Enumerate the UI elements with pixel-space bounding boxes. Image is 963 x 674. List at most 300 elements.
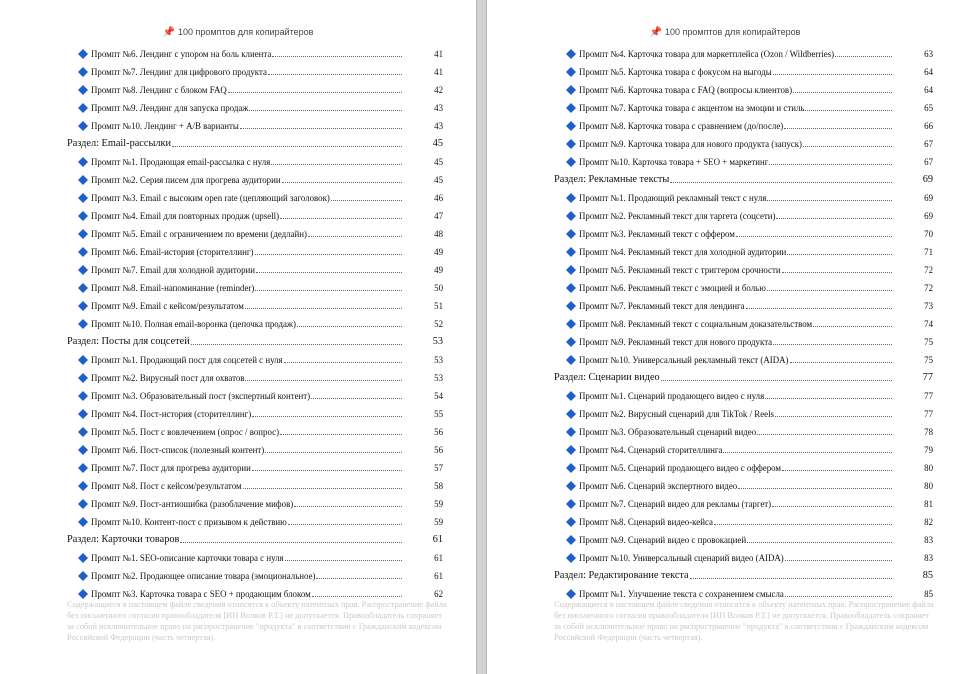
toc-entry-title: Промпт №9. Рекламный текст для нового продукта bbox=[579, 337, 773, 347]
diamond-bullet-icon bbox=[566, 265, 576, 275]
diamond-bullet-icon bbox=[566, 481, 576, 491]
toc-entry-title: Раздел: Email-рассылки bbox=[67, 138, 172, 149]
toc-page-number: 55 bbox=[434, 409, 443, 419]
dot-leader bbox=[249, 110, 402, 111]
toc-entry-title: Промпт №8. Карточка товара с сравнением (до/после) bbox=[579, 121, 784, 131]
toc-page-number: 83 bbox=[924, 535, 933, 545]
toc-page-number: 71 bbox=[924, 247, 933, 257]
diamond-bullet-icon bbox=[78, 373, 88, 383]
dot-leader bbox=[191, 344, 402, 345]
toc-entry-title: Промпт №1. Продающий рекламный текст с нуля bbox=[579, 193, 767, 203]
toc-entry[interactable] bbox=[0, 513, 476, 531]
toc-entry[interactable] bbox=[487, 315, 963, 333]
toc-page-number: 45 bbox=[434, 175, 443, 185]
toc-entry-title: Промпт №6. Карточка товара с FAQ (вопросы клиентов) bbox=[579, 85, 793, 95]
toc-entry-title: Промпт №6. Лендинг с упором на боль клиента bbox=[91, 49, 272, 59]
toc-entry-title: Промпт №2. Вирусный пост для охватов bbox=[91, 373, 245, 383]
diamond-bullet-icon bbox=[566, 445, 576, 455]
diamond-bullet-icon bbox=[78, 283, 88, 293]
toc-entry-title: Промпт №3. Образовательный пост (экспертный контент) bbox=[91, 391, 311, 401]
toc-entry[interactable] bbox=[487, 495, 963, 513]
toc-entry[interactable] bbox=[487, 207, 963, 225]
diamond-bullet-icon bbox=[566, 229, 576, 239]
toc-page-number: 64 bbox=[924, 85, 933, 95]
toc-page-number: 83 bbox=[924, 553, 933, 563]
diamond-bullet-icon bbox=[78, 247, 88, 257]
toc-page-number: 49 bbox=[434, 247, 443, 257]
toc-entry-title: Раздел: Карточки товаров bbox=[67, 534, 180, 545]
dot-leader bbox=[784, 128, 892, 129]
toc-entry[interactable] bbox=[487, 513, 963, 531]
toc-page-number: 82 bbox=[924, 517, 933, 527]
diamond-bullet-icon bbox=[78, 589, 88, 599]
toc-page-number: 43 bbox=[434, 103, 443, 113]
toc-entry-title: Промпт №10. Лендинг + A/B варианты bbox=[91, 121, 239, 131]
toc-entry[interactable] bbox=[0, 261, 476, 279]
dot-leader bbox=[308, 236, 402, 237]
diamond-bullet-icon bbox=[78, 121, 88, 131]
diamond-bullet-icon bbox=[566, 355, 576, 365]
toc-entry[interactable] bbox=[487, 423, 963, 441]
diamond-bullet-icon bbox=[78, 265, 88, 275]
toc-page-number: 69 bbox=[924, 193, 933, 203]
diamond-bullet-icon bbox=[78, 229, 88, 239]
dot-leader bbox=[280, 434, 402, 435]
dot-leader bbox=[272, 56, 402, 57]
dot-leader bbox=[271, 164, 402, 165]
toc-entry[interactable] bbox=[0, 189, 476, 207]
toc-page-number: 52 bbox=[434, 319, 443, 329]
toc-entry[interactable] bbox=[487, 45, 963, 63]
toc-entry[interactable] bbox=[0, 63, 476, 81]
toc-section-heading[interactable] bbox=[487, 567, 963, 585]
toc-page-number: 57 bbox=[434, 463, 443, 473]
toc-entry[interactable] bbox=[487, 405, 963, 423]
diamond-bullet-icon bbox=[566, 157, 576, 167]
dot-leader bbox=[288, 524, 402, 525]
copyright-notice: Содержащиеся в настоящем файле сведения относятся к объекту патентных прав. Распространение файла без письменного согласия правообладателя [ИП Волков Р.Т.] не допускается. Правообладатель сохраняет за собой исключительное право на распространение "продукта" в соответствии с Гражданским кодексом Российской Федерации (часть четвертая). bbox=[67, 600, 447, 642]
diamond-bullet-icon bbox=[78, 319, 88, 329]
toc-page-number: 41 bbox=[434, 67, 443, 77]
toc-entry[interactable] bbox=[0, 549, 476, 567]
toc-entry[interactable] bbox=[0, 45, 476, 63]
toc-entry[interactable] bbox=[0, 153, 476, 171]
dot-leader bbox=[297, 326, 402, 327]
diamond-bullet-icon bbox=[566, 67, 576, 77]
toc-entry[interactable] bbox=[487, 243, 963, 261]
toc-page-number: 59 bbox=[434, 499, 443, 509]
toc-entry-title: Промпт №9. Сценарий видео с провокацией bbox=[579, 535, 747, 545]
toc-page-number: 58 bbox=[434, 481, 443, 491]
diamond-bullet-icon bbox=[78, 553, 88, 563]
toc-entry-title: Промпт №6. Email-история (сторителлинг) bbox=[91, 247, 254, 257]
diamond-bullet-icon bbox=[566, 49, 576, 59]
toc-page-number: 62 bbox=[434, 589, 443, 599]
toc-page-number: 63 bbox=[924, 49, 933, 59]
dot-leader bbox=[316, 578, 402, 579]
diamond-bullet-icon bbox=[566, 427, 576, 437]
dot-leader bbox=[747, 542, 892, 543]
toc-entry-title: Промпт №9. Лендинг для запуска продаж bbox=[91, 103, 249, 113]
toc-entry[interactable] bbox=[487, 63, 963, 81]
toc-entry-title: Раздел: Редактирование текста bbox=[554, 570, 689, 581]
toc-entry-title: Промпт №7. Пост для прогрева аудитории bbox=[91, 463, 251, 473]
toc-page-number: 67 bbox=[924, 139, 933, 149]
diamond-bullet-icon bbox=[78, 175, 88, 185]
toc-entry[interactable] bbox=[487, 297, 963, 315]
toc-page-number: 64 bbox=[924, 67, 933, 77]
toc-section-heading[interactable] bbox=[0, 135, 476, 153]
toc-entry[interactable] bbox=[0, 405, 476, 423]
toc-entry[interactable] bbox=[0, 315, 476, 333]
toc-page-number: 80 bbox=[924, 481, 933, 491]
toc-entry[interactable] bbox=[0, 459, 476, 477]
diamond-bullet-icon bbox=[78, 157, 88, 167]
dot-leader bbox=[772, 506, 892, 507]
toc-entry[interactable] bbox=[487, 549, 963, 567]
toc-entry-title: Промпт №10. Универсальный сценарий видео (AIDA) bbox=[579, 553, 784, 563]
dot-leader bbox=[311, 398, 402, 399]
toc-entry[interactable] bbox=[0, 279, 476, 297]
diamond-bullet-icon bbox=[566, 589, 576, 599]
toc-entry-title: Промпт №1. Продающий пост для соцсетей с нуля bbox=[91, 355, 283, 365]
toc-entry-title: Промпт №4. Рекламный текст для холодной аудитории bbox=[579, 247, 787, 257]
toc-entry-title: Промпт №6. Рекламный текст с эмоцией и болью bbox=[579, 283, 766, 293]
dot-leader bbox=[767, 290, 892, 291]
toc-entry[interactable] bbox=[0, 297, 476, 315]
dot-leader bbox=[769, 164, 892, 165]
toc-page-number: 70 bbox=[924, 229, 933, 239]
dot-leader bbox=[813, 326, 892, 327]
dot-leader bbox=[240, 128, 402, 129]
toc-entry-title: Промпт №2. Серия писем для прогрева аудитории bbox=[91, 175, 281, 185]
toc-entry[interactable] bbox=[0, 99, 476, 117]
toc-entry[interactable] bbox=[487, 387, 963, 405]
toc-entry-title: Промпт №6. Пост-список (полезный контент) bbox=[91, 445, 265, 455]
document-page-left bbox=[0, 0, 476, 674]
toc-page-number: 74 bbox=[924, 319, 933, 329]
toc-page-number: 54 bbox=[434, 391, 443, 401]
diamond-bullet-icon bbox=[566, 283, 576, 293]
toc-entry-title: Промпт №5. Сценарий продающего видео с оффером bbox=[579, 463, 782, 473]
toc-page-number: 59 bbox=[434, 517, 443, 527]
diamond-bullet-icon bbox=[78, 445, 88, 455]
dot-leader bbox=[331, 200, 402, 201]
toc-section-heading[interactable] bbox=[0, 333, 476, 351]
toc-entry[interactable] bbox=[487, 333, 963, 351]
diamond-bullet-icon bbox=[78, 499, 88, 509]
toc-entry[interactable] bbox=[0, 441, 476, 459]
dot-leader bbox=[180, 542, 402, 543]
toc-entry-title: Промпт №5. Карточка товара с фокусом на выгоды bbox=[579, 67, 772, 77]
diamond-bullet-icon bbox=[78, 193, 88, 203]
toc-page-number: 77 bbox=[924, 391, 933, 401]
toc-page-number: 49 bbox=[434, 265, 443, 275]
toc-section-heading[interactable] bbox=[487, 171, 963, 189]
toc-entry[interactable] bbox=[487, 477, 963, 495]
dot-leader bbox=[738, 488, 892, 489]
toc-entry[interactable] bbox=[0, 207, 476, 225]
toc-entry-title: Промпт №1. Сценарий продающего видео с нуля bbox=[579, 391, 765, 401]
toc-entry[interactable] bbox=[0, 351, 476, 369]
toc-page-number: 42 bbox=[434, 85, 443, 95]
toc-page-number: 50 bbox=[434, 283, 443, 293]
toc-entry-title: Промпт №7. Карточка товара с акцентом на эмоции и стиль bbox=[579, 103, 805, 113]
toc-entry-title: Промпт №3. Образовательный сценарий видео bbox=[579, 427, 757, 437]
diamond-bullet-icon bbox=[78, 103, 88, 113]
diamond-bullet-icon bbox=[566, 319, 576, 329]
dot-leader bbox=[805, 110, 892, 111]
document-page-right bbox=[487, 0, 963, 674]
toc-page-number: 77 bbox=[922, 372, 933, 383]
toc-page-number: 45 bbox=[434, 157, 443, 167]
dot-leader bbox=[265, 452, 402, 453]
diamond-bullet-icon bbox=[566, 463, 576, 473]
toc-entry[interactable] bbox=[0, 171, 476, 189]
toc-page-number: 41 bbox=[434, 49, 443, 59]
toc-entry-title: Раздел: Рекламные тексты bbox=[554, 174, 670, 185]
toc-page-number: 56 bbox=[434, 427, 443, 437]
dot-leader bbox=[746, 308, 892, 309]
toc-page-number: 69 bbox=[922, 174, 933, 185]
toc-page-number: 67 bbox=[924, 157, 933, 167]
toc-entry[interactable] bbox=[0, 477, 476, 495]
diamond-bullet-icon bbox=[78, 571, 88, 581]
diamond-bullet-icon bbox=[78, 427, 88, 437]
toc-entry[interactable] bbox=[0, 495, 476, 513]
diamond-bullet-icon bbox=[566, 391, 576, 401]
dot-leader bbox=[803, 146, 892, 147]
dot-leader bbox=[280, 218, 402, 219]
toc-entry-title: Раздел: Посты для соцсетей bbox=[67, 336, 190, 347]
diamond-bullet-icon bbox=[566, 211, 576, 221]
toc-entry[interactable] bbox=[0, 567, 476, 585]
dot-leader bbox=[793, 92, 892, 93]
toc-page-number: 43 bbox=[434, 121, 443, 131]
diamond-bullet-icon bbox=[78, 211, 88, 221]
table-of-contents bbox=[0, 45, 476, 603]
dot-leader bbox=[787, 254, 892, 255]
diamond-bullet-icon bbox=[566, 139, 576, 149]
diamond-bullet-icon bbox=[566, 553, 576, 563]
diamond-bullet-icon bbox=[566, 535, 576, 545]
dot-leader bbox=[785, 596, 892, 597]
copyright-notice: Содержащиеся в настоящем файле сведения относятся к объекту патентных прав. Распространение файла без письменного согласия правообладателя [ИП Волков Р.Т.] не допускается. Правообладатель сохраняет за собой исключительное право на распространение "продукта" в соответствии с Гражданским кодексом Российской Федерации (часть четвертая). bbox=[554, 600, 934, 642]
toc-page-number: 46 bbox=[434, 193, 443, 203]
diamond-bullet-icon bbox=[566, 499, 576, 509]
diamond-bullet-icon bbox=[566, 337, 576, 347]
toc-page-number: 79 bbox=[924, 445, 933, 455]
toc-entry-title: Промпт №8. Email-напоминание (reminder) bbox=[91, 283, 255, 293]
toc-page-number: 77 bbox=[924, 409, 933, 419]
dot-leader bbox=[228, 92, 402, 93]
toc-entry-title: Промпт №7. Лендинг для цифрового продукта bbox=[91, 67, 267, 77]
toc-entry-title: Промпт №4. Сценарий сторителлинга bbox=[579, 445, 723, 455]
dot-leader bbox=[757, 434, 892, 435]
dot-leader bbox=[790, 362, 892, 363]
toc-page-number: 72 bbox=[924, 283, 933, 293]
toc-page-number: 85 bbox=[924, 589, 933, 599]
diamond-bullet-icon bbox=[78, 463, 88, 473]
diamond-bullet-icon bbox=[566, 85, 576, 95]
toc-entry-title: Промпт №8. Сценарий видео-кейса bbox=[579, 517, 713, 527]
dot-leader bbox=[785, 560, 892, 561]
dot-leader bbox=[714, 524, 892, 525]
dot-leader bbox=[243, 488, 402, 489]
toc-entry-title: Промпт №8. Пост с кейсом/результатом bbox=[91, 481, 242, 491]
toc-entry-title: Промпт №3. Рекламный текст с оффером bbox=[579, 229, 735, 239]
dot-leader bbox=[255, 254, 402, 255]
toc-entry[interactable] bbox=[487, 81, 963, 99]
toc-page-number: 61 bbox=[432, 534, 443, 545]
dot-leader bbox=[736, 236, 892, 237]
toc-entry[interactable] bbox=[487, 351, 963, 369]
dot-leader bbox=[312, 596, 402, 597]
dot-leader bbox=[255, 290, 402, 291]
diamond-bullet-icon bbox=[78, 49, 88, 59]
toc-entry-title: Промпт №8. Рекламный текст с социальным доказательством bbox=[579, 319, 813, 329]
toc-entry-title: Промпт №1. Продающая email-рассылка с нуля bbox=[91, 157, 271, 167]
toc-entry[interactable] bbox=[487, 459, 963, 477]
dot-leader bbox=[835, 56, 892, 57]
diamond-bullet-icon bbox=[566, 301, 576, 311]
dot-leader bbox=[284, 362, 402, 363]
toc-entry[interactable] bbox=[0, 387, 476, 405]
toc-entry[interactable] bbox=[0, 81, 476, 99]
dot-leader bbox=[767, 200, 892, 201]
toc-entry[interactable] bbox=[487, 99, 963, 117]
diamond-bullet-icon bbox=[566, 121, 576, 131]
diamond-bullet-icon bbox=[78, 517, 88, 527]
toc-entry-title: Промпт №2. Вирусный сценарий для TikTok / Reels bbox=[579, 409, 774, 419]
dot-leader bbox=[782, 470, 892, 471]
toc-entry-title: Промпт №2. Продающее описание товара (эмоциональное) bbox=[91, 571, 316, 581]
toc-page-number: 85 bbox=[922, 570, 933, 581]
toc-entry-title: Промпт №9. Email с кейсом/результатом bbox=[91, 301, 244, 311]
pushpin-icon: 📌 bbox=[649, 27, 662, 38]
toc-entry[interactable] bbox=[487, 441, 963, 459]
diamond-bullet-icon bbox=[566, 193, 576, 203]
toc-entry[interactable] bbox=[487, 135, 963, 153]
toc-entry-title: Промпт №9. Карточка товара для нового продукта (запуск) bbox=[579, 139, 802, 149]
header-title: 100 промптов для копирайтеров bbox=[178, 27, 314, 37]
toc-entry[interactable] bbox=[487, 279, 963, 297]
toc-entry-title: Промпт №5. Email с ограничением по времени (дедлайн) bbox=[91, 229, 307, 239]
diamond-bullet-icon bbox=[78, 355, 88, 365]
toc-page-number: 65 bbox=[924, 103, 933, 113]
toc-entry[interactable] bbox=[0, 423, 476, 441]
dot-leader bbox=[765, 398, 892, 399]
dot-leader bbox=[285, 560, 402, 561]
toc-page-number: 66 bbox=[924, 121, 933, 131]
toc-page-number: 53 bbox=[432, 336, 443, 347]
toc-entry-title: Промпт №10. Контент-пост с призывом к действию bbox=[91, 517, 287, 527]
diamond-bullet-icon bbox=[78, 481, 88, 491]
toc-page-number: 45 bbox=[432, 138, 443, 149]
toc-page-number: 78 bbox=[924, 427, 933, 437]
diamond-bullet-icon bbox=[566, 103, 576, 113]
toc-entry-title: Промпт №8. Лендинг с блоком FAQ bbox=[91, 85, 227, 95]
toc-entry[interactable] bbox=[0, 243, 476, 261]
toc-entry-title: Промпт №6. Сценарий экспертного видео bbox=[579, 481, 738, 491]
toc-entry-title: Промпт №4. Email для повторных продаж (upsell) bbox=[91, 211, 280, 221]
toc-entry[interactable] bbox=[487, 117, 963, 135]
toc-entry-title: Промпт №1. Улучшение текста с сохранением смысла bbox=[579, 589, 784, 599]
toc-page-number: 80 bbox=[924, 463, 933, 473]
toc-page-number: 48 bbox=[434, 229, 443, 239]
toc-page-number: 53 bbox=[434, 373, 443, 383]
toc-entry-title: Раздел: Сценарии видео bbox=[554, 372, 660, 383]
toc-entry-title: Промпт №3. Email с высоким open rate (цепляющий заголовок) bbox=[91, 193, 330, 203]
toc-entry-title: Промпт №7. Email для холодной аудитории bbox=[91, 265, 256, 275]
dot-leader bbox=[782, 272, 892, 273]
diamond-bullet-icon bbox=[78, 391, 88, 401]
diamond-bullet-icon bbox=[78, 301, 88, 311]
toc-entry[interactable] bbox=[0, 225, 476, 243]
pushpin-icon: 📌 bbox=[162, 27, 175, 38]
toc-page-number: 81 bbox=[924, 499, 933, 509]
toc-entry-title: Промпт №4. Карточка товара для маркетплейса (Ozon / Wildberries) bbox=[579, 49, 835, 59]
toc-page-number: 75 bbox=[924, 337, 933, 347]
dot-leader bbox=[252, 470, 402, 471]
toc-entry-title: Промпт №10. Универсальный рекламный текст (AIDA) bbox=[579, 355, 789, 365]
page-header bbox=[487, 27, 963, 38]
dot-leader bbox=[775, 416, 892, 417]
toc-page-number: 69 bbox=[924, 211, 933, 221]
toc-entry[interactable] bbox=[487, 189, 963, 207]
page-gutter bbox=[476, 0, 487, 674]
toc-entry[interactable] bbox=[487, 531, 963, 549]
toc-entry-title: Промпт №9. Пост-антиошибка (разоблачение мифов) bbox=[91, 499, 294, 509]
diamond-bullet-icon bbox=[566, 409, 576, 419]
toc-section-heading[interactable] bbox=[0, 531, 476, 549]
toc-entry-title: Промпт №4. Пост-история (сторителлинг) bbox=[91, 409, 252, 419]
dot-leader bbox=[252, 416, 402, 417]
page-header bbox=[0, 27, 476, 38]
toc-page-number: 73 bbox=[924, 301, 933, 311]
table-of-contents bbox=[487, 45, 963, 603]
toc-page-number: 75 bbox=[924, 355, 933, 365]
toc-entry[interactable] bbox=[0, 369, 476, 387]
dot-leader bbox=[245, 308, 402, 309]
toc-entry-title: Промпт №1. SEO-описание карточки товара с нуля bbox=[91, 553, 284, 563]
dot-leader bbox=[256, 272, 402, 273]
dot-leader bbox=[172, 146, 402, 147]
toc-entry-title: Промпт №7. Рекламный текст для лендинга bbox=[579, 301, 745, 311]
diamond-bullet-icon bbox=[566, 517, 576, 527]
toc-page-number: 51 bbox=[434, 301, 443, 311]
header-title: 100 промптов для копирайтеров bbox=[665, 27, 801, 37]
toc-entry[interactable] bbox=[487, 225, 963, 243]
toc-section-heading[interactable] bbox=[487, 369, 963, 387]
dot-leader bbox=[670, 182, 892, 183]
toc-page-number: 61 bbox=[434, 553, 443, 563]
dot-leader bbox=[268, 74, 402, 75]
dot-leader bbox=[690, 578, 892, 579]
toc-entry[interactable] bbox=[0, 117, 476, 135]
toc-entry-title: Промпт №10. Карточка товара + SEO + маркетинг bbox=[579, 157, 769, 167]
toc-page-number: 72 bbox=[924, 265, 933, 275]
diamond-bullet-icon bbox=[78, 67, 88, 77]
toc-entry-title: Промпт №3. Карточка товара с SEO + продающим блоком bbox=[91, 589, 311, 599]
diamond-bullet-icon bbox=[78, 85, 88, 95]
toc-entry[interactable] bbox=[487, 153, 963, 171]
dot-leader bbox=[282, 182, 402, 183]
toc-page-number: 61 bbox=[434, 571, 443, 581]
dot-leader bbox=[773, 74, 892, 75]
toc-page-number: 56 bbox=[434, 445, 443, 455]
toc-entry[interactable] bbox=[487, 261, 963, 279]
